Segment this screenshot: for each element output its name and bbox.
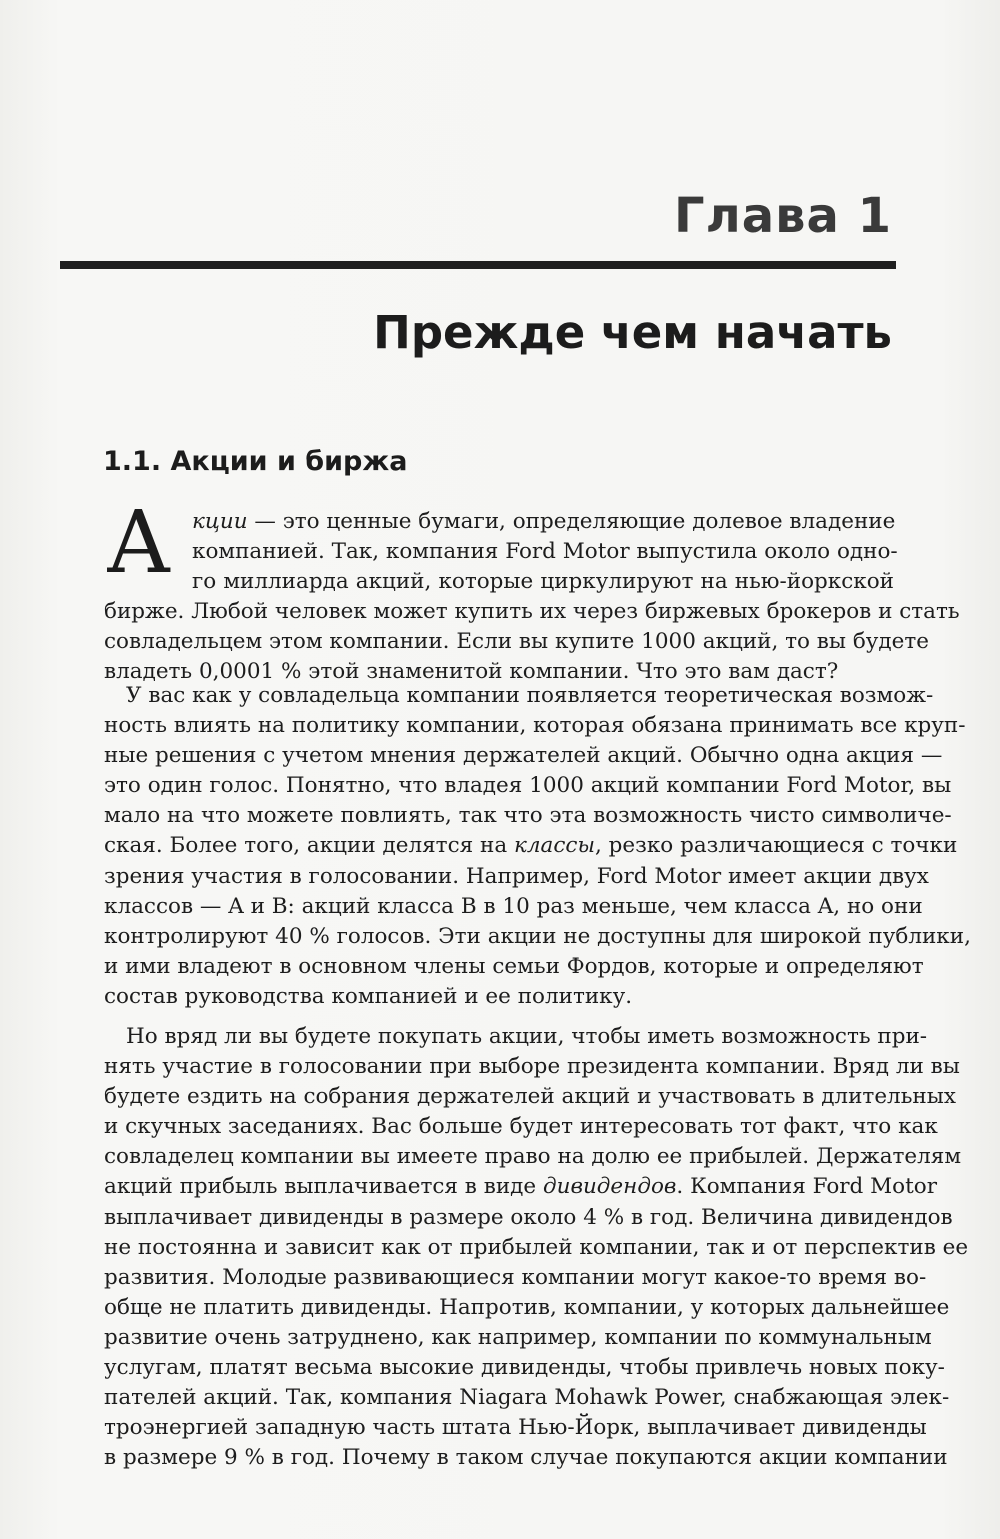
- text-line: и скучных заседаниях. Вас больше будет интересовать тот факт, что как: [104, 1114, 938, 1140]
- text-line: развития. Молодые развивающиеся компании могут какое-то время во-: [104, 1264, 927, 1290]
- text-line: развитие очень затруднено, как например, компании по коммунальным: [104, 1324, 932, 1350]
- text-line: обще не платить дивиденды. Напротив, компании, у которых дальнейшее: [104, 1294, 950, 1320]
- text-line: ность влиять на политику компании, которая обязана принимать все круп-: [104, 713, 966, 739]
- text-line: кции — это ценные бумаги, определяющие долевое владение: [192, 509, 896, 534]
- paragraph-3: [104, 1022, 969, 1473]
- text-line: бирже. Любой человек может купить их через биржевых брокеров и стать: [104, 599, 960, 625]
- text-line: ская. Более того, акции делятся на классы, резко различающиеся с точки: [104, 833, 958, 859]
- text-line: У вас как у совладельца компании появляется теоретическая возмож-: [126, 683, 934, 708]
- section-heading: 1.1. Акции и биржа: [103, 446, 408, 477]
- chapter-label: Глава 1: [673, 188, 892, 244]
- text-line: ные решения с учетом мнения держателей акций. Обычно одна акция —: [104, 743, 943, 769]
- text-line: мало на что можете повлиять, так что эта возможность чисто символиче-: [104, 803, 952, 829]
- text-line: компанией. Так, компания Ford Motor выпустила около одно-: [192, 539, 898, 565]
- text-line: будете ездить на собрания держателей акций и участвовать в длительных: [104, 1084, 956, 1110]
- text-line: акций прибыль выплачивается в виде дивидендов. Компания Ford Motor: [104, 1174, 937, 1200]
- drop-cap: А: [106, 493, 172, 593]
- text-line: состав руководства компанией и ее политику.: [104, 983, 633, 1009]
- text-line: совладельцем этом компании. Если вы купите 1000 акций, то вы будете: [104, 629, 930, 655]
- text-line: зрения участия в голосовании. Например, Ford Motor имеет акции двух: [104, 863, 929, 889]
- chapter-title: Прежде чем начать: [373, 306, 892, 359]
- paragraph-1: [104, 507, 960, 688]
- text-line: это один голос. Понятно, что владея 1000 акций компании Ford Motor, вы: [104, 773, 952, 799]
- text-line: не постоянна и зависит как от прибылей компании, так и от перспектив ее: [104, 1234, 969, 1260]
- text-line: пателей акций. Так, компания Niagara Mohawk Power, снабжающая элек-: [104, 1385, 950, 1411]
- text-line: в размере 9 % в год. Почему в таком случае покупаются акции компании: [104, 1445, 948, 1471]
- chapter-rule: [60, 261, 896, 269]
- text-line: Но вряд ли вы будете покупать акции, чтобы иметь возможность при-: [126, 1024, 928, 1049]
- text-line: классов — A и B: акций класса B в 10 раз меньше, чем класса A, но они: [104, 893, 923, 919]
- paragraph-2: [104, 681, 971, 1012]
- text-line: и ими владеют в основном члены семьи Фордов, которые и определяют: [104, 953, 924, 979]
- text-line: владеть 0,0001 % этой знаменитой компании. Что это вам даст?: [104, 659, 839, 685]
- text-line: выплачивает дивиденды в размере около 4 % в год. Величина дивидендов: [104, 1204, 953, 1230]
- text-line: нять участие в голосовании при выборе президента компании. Вряд ли вы: [104, 1054, 960, 1080]
- text-line: контролируют 40 % голосов. Эти акции не доступны для широкой публики,: [104, 923, 971, 949]
- text-line: го миллиарда акций, которые циркулируют на нью-йоркской: [192, 569, 894, 595]
- text-line: совладелец компании вы имеете право на долю ее прибылей. Держателям: [104, 1144, 962, 1170]
- text-line: услугам, платят весьма высокие дивиденды, чтобы привлечь новых поку-: [104, 1355, 945, 1381]
- text-line: троэнергией западную часть штата Нью-Йорк, выплачивает дивиденды: [104, 1415, 927, 1441]
